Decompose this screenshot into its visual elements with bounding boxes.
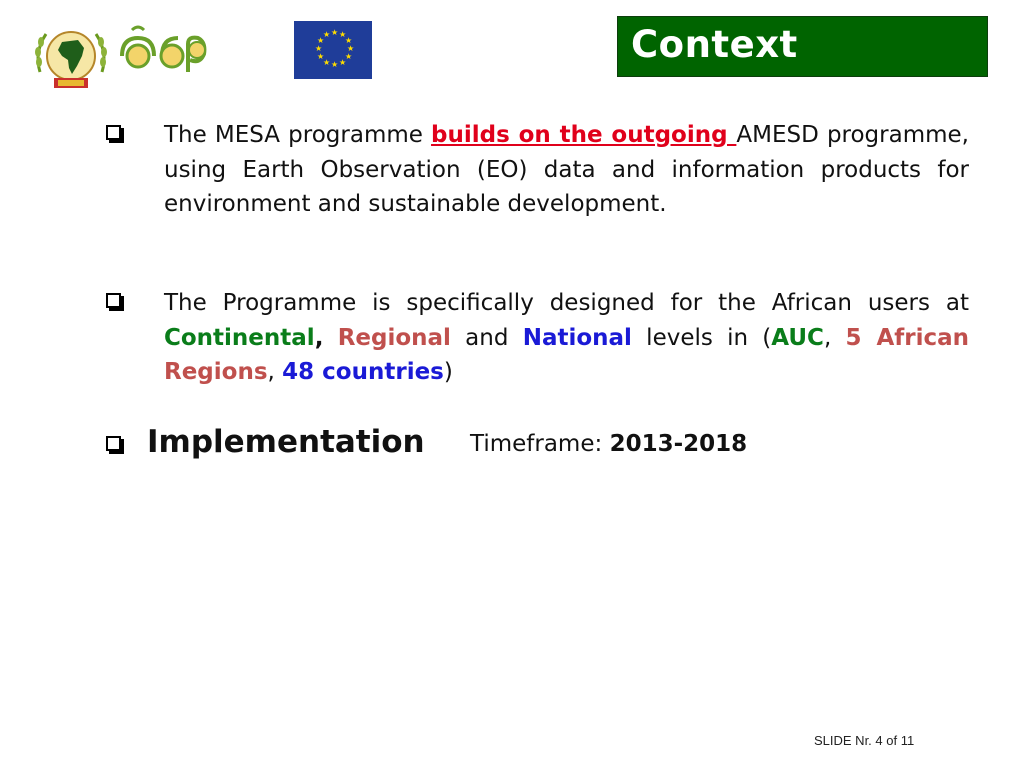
eu-flag bbox=[294, 21, 372, 79]
continental-label: Continental bbox=[164, 324, 315, 351]
acp-logo bbox=[112, 22, 208, 78]
svg-text:★: ★ bbox=[317, 36, 325, 45]
text-segment: AMESD programme, using Earth Observation (EO) data and information products for environment and sustainable development. bbox=[164, 122, 969, 217]
african-union-logo bbox=[32, 22, 110, 92]
emphasis-text: builds on the outgoing bbox=[431, 122, 737, 148]
bullet-text bbox=[164, 118, 969, 222]
text-segment: and bbox=[450, 324, 523, 351]
text-segment: , bbox=[267, 359, 283, 385]
svg-text:★: ★ bbox=[345, 52, 353, 61]
svg-text:★: ★ bbox=[323, 30, 331, 39]
checkbox-bullet-icon bbox=[106, 125, 121, 140]
checkbox-bullet-icon bbox=[106, 293, 121, 308]
regional-label: Regional bbox=[337, 324, 451, 351]
checkbox-bullet-icon bbox=[106, 436, 121, 451]
svg-text:★: ★ bbox=[347, 44, 355, 53]
page-title: Context bbox=[631, 23, 798, 66]
svg-text:★: ★ bbox=[345, 36, 353, 45]
timeframe-years: 2013-2018 bbox=[609, 431, 748, 457]
text-segment: The MESA programme bbox=[164, 122, 432, 148]
title-banner bbox=[617, 16, 988, 77]
regions-label: 5 African Regions bbox=[164, 324, 970, 385]
svg-text:★: ★ bbox=[315, 44, 323, 53]
text-segment: , bbox=[823, 324, 846, 351]
svg-text:★: ★ bbox=[339, 58, 347, 67]
slide-number: SLIDE Nr. 4 of 11 bbox=[814, 733, 915, 748]
auc-label: AUC bbox=[771, 324, 824, 351]
bullet-text bbox=[164, 286, 969, 390]
countries-label: 48 countries bbox=[282, 359, 444, 385]
implementation-heading: Implementation bbox=[147, 424, 425, 460]
text-segment: ) bbox=[443, 359, 453, 385]
text-segment: levels in ( bbox=[631, 324, 772, 351]
svg-text:★: ★ bbox=[339, 30, 347, 39]
svg-text:★: ★ bbox=[331, 60, 339, 69]
timeframe-label: Timeframe: bbox=[470, 431, 610, 457]
svg-text:★: ★ bbox=[331, 28, 339, 37]
svg-text:★: ★ bbox=[317, 52, 325, 61]
text-segment: The Programme is specifically designed for the African users at bbox=[164, 290, 969, 316]
timeframe-text bbox=[470, 431, 747, 457]
svg-text:★: ★ bbox=[323, 58, 331, 67]
national-label: National bbox=[522, 324, 632, 351]
text-segment: , bbox=[314, 324, 324, 351]
